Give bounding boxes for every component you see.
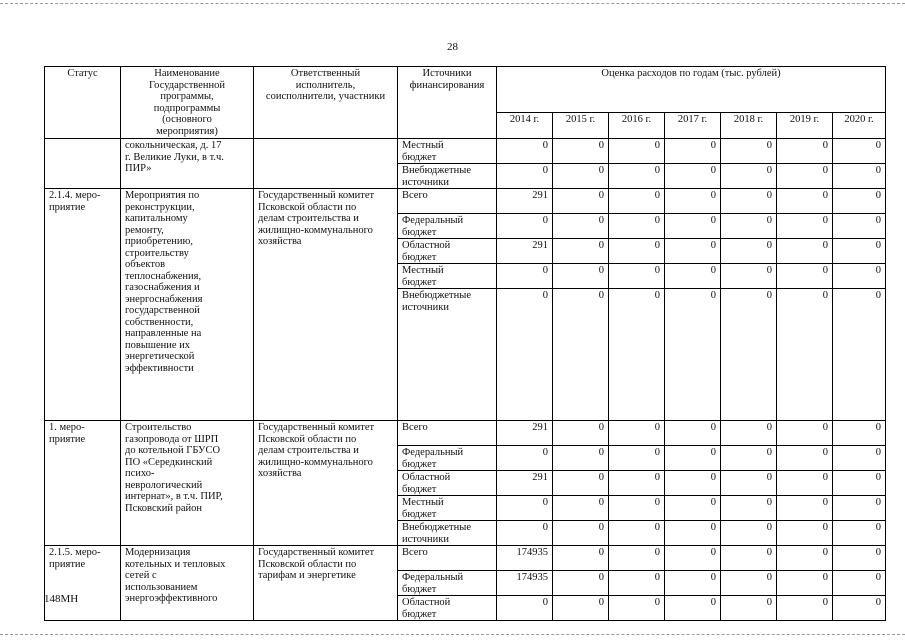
cell-value: 0: [609, 214, 665, 239]
cell-value: 0: [609, 139, 665, 164]
source-label: Внебюджетные источники: [402, 290, 471, 313]
cell-value: 0: [721, 214, 777, 239]
scan-edge-top: [0, 3, 905, 4]
cell-value: 0: [833, 446, 886, 471]
cell-value: 0: [833, 164, 886, 189]
header-year: 2020 г.: [833, 113, 886, 139]
table-row: [45, 546, 886, 571]
cell-source: [398, 471, 497, 496]
cell-value: 0: [553, 421, 609, 446]
source-label: Местный бюджет: [402, 140, 444, 163]
cell-value: 0: [609, 264, 665, 289]
header-sources-text: Источники финансирования: [409, 68, 485, 91]
cell-value: 0: [833, 521, 886, 546]
cell-value: 0: [721, 139, 777, 164]
cell-value: 0: [497, 264, 553, 289]
header-status: Статус: [45, 67, 121, 139]
cell-status: 1. меро- приятие: [45, 421, 121, 546]
cell-value: 0: [609, 521, 665, 546]
header-year: 2016 г.: [609, 113, 665, 139]
cell-source: [398, 164, 497, 189]
cell-value: 0: [553, 189, 609, 214]
cell-source: [398, 289, 497, 421]
table-body: [45, 139, 886, 621]
cell-value: 0: [497, 496, 553, 521]
cell-value: 0: [665, 289, 721, 421]
cell-value: 0: [665, 546, 721, 571]
cell-value: 0: [497, 139, 553, 164]
cell-value: 174935: [497, 571, 553, 596]
cell-value: 0: [777, 546, 833, 571]
page-number: 28: [447, 41, 458, 53]
cell-value: 0: [553, 164, 609, 189]
cell-value: 0: [777, 164, 833, 189]
cell-value: 0: [553, 446, 609, 471]
cell-value: 0: [497, 214, 553, 239]
source-label: Федеральный бюджет: [402, 572, 464, 595]
cell-value: 0: [553, 264, 609, 289]
cell-value: 0: [553, 214, 609, 239]
source-label: Внебюджетные источники: [402, 522, 471, 545]
cell-value: 0: [721, 239, 777, 264]
cell-value: 0: [777, 421, 833, 446]
cell-value: 0: [721, 189, 777, 214]
scan-edge-bottom: [0, 634, 905, 635]
cell-value: 0: [665, 421, 721, 446]
cell-value: 0: [609, 471, 665, 496]
cell-name: Мероприятия по реконструкции, капитальному ремонту, приобретению, строительству объектов теплоснабжения, газоснабжения и энергоснабжения государственной собственности, направленные на повышение их энергетической эффективности: [121, 189, 254, 421]
cell-value: 0: [833, 496, 886, 521]
cell-value: 291: [497, 471, 553, 496]
cell-value: 0: [833, 139, 886, 164]
cell-value: 0: [721, 446, 777, 471]
cell-source: [398, 446, 497, 471]
cell-value: 291: [497, 189, 553, 214]
cell-source: [398, 214, 497, 239]
header-responsible-text: Ответственный исполнитель, соисполнители, участники: [265, 68, 386, 102]
cell-responsible: Государственный комитет Псковской области по делам строительства и жилищно-коммунального хозяйства: [254, 421, 398, 546]
cell-value: 0: [833, 239, 886, 264]
cell-value: 0: [553, 496, 609, 521]
source-label: Областной бюджет: [402, 240, 451, 263]
budget-table: [44, 66, 886, 621]
source-label: Федеральный бюджет: [402, 215, 464, 238]
cell-value: 0: [553, 596, 609, 621]
cell-source: [398, 421, 497, 446]
header-year: 2018 г.: [721, 113, 777, 139]
cell-source: [398, 239, 497, 264]
cell-value: 0: [721, 164, 777, 189]
cell-value: 0: [833, 289, 886, 421]
cell-value: 0: [721, 571, 777, 596]
cell-value: 0: [665, 446, 721, 471]
cell-value: 0: [665, 596, 721, 621]
cell-value: 0: [777, 521, 833, 546]
cell-value: 0: [777, 496, 833, 521]
cell-value: 0: [665, 189, 721, 214]
cell-value: 0: [777, 139, 833, 164]
cell-value: 0: [833, 546, 886, 571]
cell-status: 2.1.5. меро- приятие: [45, 546, 121, 621]
header-year: 2019 г.: [777, 113, 833, 139]
cell-value: 0: [553, 521, 609, 546]
cell-value: 0: [721, 521, 777, 546]
cell-value: 0: [777, 189, 833, 214]
header-name-text: Наименование Государственной программы, подпрограммы (основного мероприятия): [149, 68, 225, 137]
source-label: Областной бюджет: [402, 597, 451, 620]
cell-value: 0: [553, 139, 609, 164]
cell-value: 0: [833, 471, 886, 496]
cell-value: 0: [833, 189, 886, 214]
cell-value: 0: [609, 164, 665, 189]
header-year: 2015 г.: [553, 113, 609, 139]
cell-responsible: [254, 139, 398, 189]
cell-value: 0: [833, 264, 886, 289]
cell-status: 2.1.4. меро- приятие: [45, 189, 121, 421]
source-label: Федеральный бюджет: [402, 447, 464, 470]
table-row: [45, 421, 886, 446]
cell-value: 0: [833, 571, 886, 596]
cell-source: [398, 546, 497, 571]
cell-value: 0: [497, 521, 553, 546]
cell-value: 0: [833, 421, 886, 446]
cell-value: 0: [553, 571, 609, 596]
cell-value: 0: [609, 546, 665, 571]
cell-value: 0: [553, 471, 609, 496]
cell-value: 291: [497, 421, 553, 446]
cell-value: 0: [665, 571, 721, 596]
cell-value: 0: [721, 471, 777, 496]
cell-source: [398, 521, 497, 546]
cell-value: 0: [497, 164, 553, 189]
header-estimate: Оценка расходов по годам (тыс. рублей): [497, 67, 886, 113]
cell-value: 0: [665, 471, 721, 496]
cell-value: 0: [609, 446, 665, 471]
cell-status: [45, 139, 121, 189]
table-row: [45, 189, 886, 214]
cell-source: [398, 496, 497, 521]
source-label: Местный бюджет: [402, 265, 444, 288]
cell-value: 0: [721, 264, 777, 289]
cell-value: 0: [833, 214, 886, 239]
cell-value: 0: [721, 496, 777, 521]
cell-value: 0: [777, 471, 833, 496]
header-responsible: [254, 67, 398, 139]
header-sources: [398, 67, 497, 139]
cell-value: 0: [721, 546, 777, 571]
source-label: Всего: [402, 190, 428, 201]
cell-source: [398, 596, 497, 621]
source-label: Внебюджетные источники: [402, 165, 471, 188]
cell-value: 0: [609, 189, 665, 214]
cell-value: 0: [609, 421, 665, 446]
cell-value: 0: [497, 596, 553, 621]
cell-value: 0: [665, 496, 721, 521]
cell-value: 0: [665, 164, 721, 189]
cell-value: 0: [777, 446, 833, 471]
cell-name: Модернизация котельных и тепловых сетей с использованием энергоэффективного: [121, 546, 254, 621]
cell-value: 0: [609, 496, 665, 521]
cell-value: 0: [553, 546, 609, 571]
cell-name: Строительство газопровода от ШРП до котельной ГБУСО ПО «Середкинский психо- неврологический интернат», в т.ч. ПИР, Псковский район: [121, 421, 254, 546]
cell-source: [398, 189, 497, 214]
source-label: Местный бюджет: [402, 497, 444, 520]
cell-value: 0: [665, 521, 721, 546]
cell-value: 0: [777, 289, 833, 421]
cell-value: 0: [777, 596, 833, 621]
cell-name: сокольническая, д. 17 г. Великие Луки, в т.ч. ПИР»: [121, 139, 254, 189]
cell-responsible: Государственный комитет Псковской области по тарифам и энергетике: [254, 546, 398, 621]
header-year: 2017 г.: [665, 113, 721, 139]
cell-value: 0: [665, 239, 721, 264]
table-row: [45, 139, 886, 164]
cell-value: 0: [497, 446, 553, 471]
cell-value: 0: [609, 239, 665, 264]
cell-value: 0: [665, 214, 721, 239]
cell-source: [398, 571, 497, 596]
cell-value: 0: [553, 289, 609, 421]
cell-value: 0: [721, 596, 777, 621]
cell-value: 0: [665, 139, 721, 164]
cell-value: 0: [777, 214, 833, 239]
cell-value: 0: [497, 289, 553, 421]
cell-value: 0: [553, 239, 609, 264]
cell-source: [398, 139, 497, 164]
cell-responsible: Государственный комитет Псковской области по делам строительства и жилищно-коммунального хозяйства: [254, 189, 398, 421]
cell-source: [398, 264, 497, 289]
source-label: Областной бюджет: [402, 472, 451, 495]
cell-value: 291: [497, 239, 553, 264]
cell-value: 0: [777, 264, 833, 289]
cell-value: 0: [665, 264, 721, 289]
header-year: 2014 г.: [497, 113, 553, 139]
cell-value: 0: [777, 239, 833, 264]
cell-value: 0: [609, 571, 665, 596]
cell-value: 0: [833, 596, 886, 621]
cell-value: 0: [721, 421, 777, 446]
source-label: Всего: [402, 422, 428, 433]
header-row: [45, 67, 886, 113]
footer-code: 148МН: [44, 593, 79, 605]
cell-value: 0: [609, 289, 665, 421]
cell-value: 0: [721, 289, 777, 421]
header-name: [121, 67, 254, 139]
cell-value: 0: [777, 571, 833, 596]
source-label: Всего: [402, 547, 428, 558]
cell-value: 0: [609, 596, 665, 621]
cell-value: 174935: [497, 546, 553, 571]
